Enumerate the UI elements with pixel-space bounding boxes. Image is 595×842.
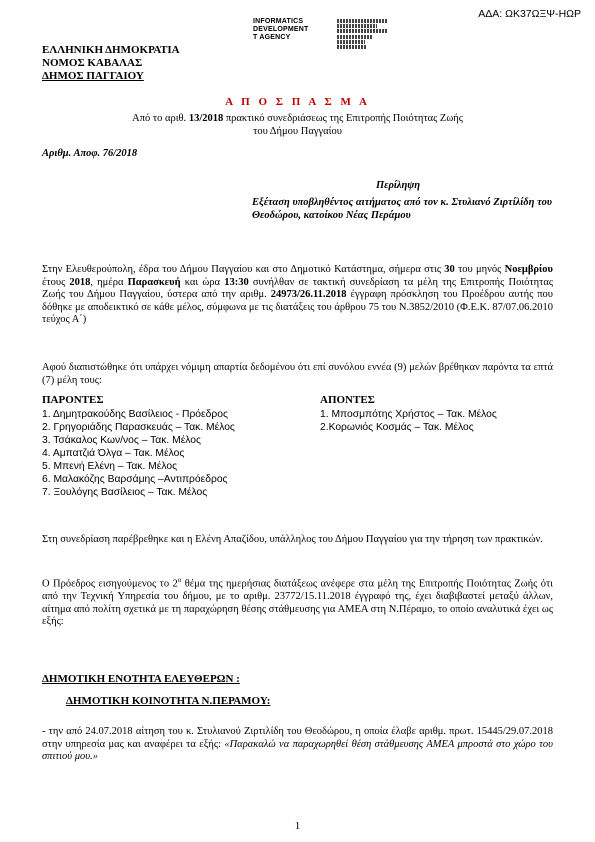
document-heading: Α Π Ο Σ Π Α Σ Μ Α xyxy=(225,96,370,108)
list-item: 4. Αμπατζιά Όλγα – Τακ. Μέλος xyxy=(42,448,185,459)
absent-list xyxy=(320,408,497,434)
section-municipal-unit: ΔΗΜΟΤΙΚΗ ΕΝΟΤΗΤΑ ΕΛΕΥΘΕΡΩΝ : xyxy=(42,673,240,685)
org-line: ΕΛΛΗΝΙΚΗ ΔΗΜΟΚΡΑΤΙΑ xyxy=(42,44,180,56)
organization-header xyxy=(42,44,180,83)
org-line: ΝΟΜΟΣ ΚΑΒΑΛΑΣ xyxy=(42,57,143,69)
summary-title: Περίληψη xyxy=(376,180,420,191)
intro-text: Από το αριθ. 13/2018 πρακτικό συνεδριάσεως της Επιτροπής Ποιότητας Ζωής του Δήμου Παγγαίου xyxy=(132,113,463,137)
section-community: ΔΗΜΟΤΙΚΗ ΚΟΙΝΟΤΗΤΑ Ν.ΠΕΡΑΜΟΥ: xyxy=(66,695,271,707)
decision-number: Αριθμ. Αποφ. 76/2018 xyxy=(42,148,138,159)
list-item: 2.Κορωνιός Κοσμάς – Τακ. Μέλος xyxy=(320,422,474,433)
list-item: 3. Τσάκαλος Κων/νος – Τακ. Μέλος xyxy=(42,435,201,446)
list-item: 1. Δημητρακούδης Βασίλειος - Πρόεδρος xyxy=(42,409,228,420)
logo-line: DEVELOPMENT xyxy=(253,26,309,33)
list-item: 1. Μποσμπότης Χρήστος – Τακ. Μέλος xyxy=(320,409,497,420)
absent-header: ΑΠΟΝΤΕΣ xyxy=(320,394,375,406)
ada-code: ΑΔΑ: ΩΚ37ΩΞΨ-ΗΩΡ xyxy=(478,8,581,20)
list-item: 2. Γρηγοριάδης Παρασκευάς – Τακ. Μέλος xyxy=(42,422,235,433)
list-item: 5. Μπενή Ελένη – Τακ. Μέλος xyxy=(42,461,178,472)
list-item: 7. Ξουλόγης Βασίλειος – Τακ. Μέλος xyxy=(42,487,208,498)
page-number: 1 xyxy=(294,820,301,832)
org-line: ΔΗΜΟΣ ΠΑΓΓΑΙΟΥ xyxy=(42,70,144,82)
logo-line: INFORMATICS xyxy=(253,18,304,25)
logo-line: T AGENCY xyxy=(253,34,291,41)
logo-fine-print xyxy=(337,19,387,50)
present-list xyxy=(42,408,235,499)
present-header: ΠΑΡΟΝΤΕΣ xyxy=(42,394,104,406)
secretary-paragraph: Στη συνεδρίαση παρέβρεθηκε και η Ελένη Απαζίδου, υπάλληλος του Δήμου Παγγαίου για την τήρηση των πρακτικών. xyxy=(42,534,543,545)
logo xyxy=(253,18,388,52)
opening-paragraph: Στην Ελευθερούπολη, έδρα του Δήμου Παγγαίου και στο Δημοτικό Κατάστημα, σήμερα στις 30 του μηνός Νοεμβρίου έτους 2018, ημέρα Παρασκευή και ώρα 13:30 συνήλθαν σε τακτική συνεδρίαση τα μέλη της Επιτροπής Ποιότητας Ζωής του Δήμου Παγγαίου, ύστερα από την αριθμ. 24973/26.11.2018 έγγραφη πρόσκληση του Προέδρου αυτής που δόθηκε με αποδεικτικό σε κάθε μέλος, σύμφωνα με τις διατάξεις του άρθρου 75 του Ν.3852/2010 (Φ.Ε.Κ. 87/07.06.2010 τεύχος Α΄) xyxy=(42,264,553,325)
request-paragraph: - την από 24.07.2018 αίτηση του κ. Στυλιανού Ζιρτιλίδη του Θεοδώρου, η οποία έλαβε αριθμ. πρωτ. 15445/29.07.2018 στην υπηρεσία μας και αναφέρει τα εξής: «Παρακαλώ να παραχωρηθεί θέση στάθμευσης ΑΜΕΑ μπροστά στο χώρο του σπιτιού μου.» xyxy=(42,726,553,762)
summary-text: Εξέταση υποβληθέντος αιτήματος από τον κ. Στυλιανό Ζιρτίλίδη του Θεοδώρου, κατοίκου Νέας Περάμου xyxy=(252,197,552,221)
proposal-paragraph: Ο Πρόεδρος εισηγούμενος το $2^o$ θέμα της ημερήσιας διατάξεως ανέφερε στα μέλη της Επιτροπής Ποιότητας Ζωής ότι από την Τεχνική Υπηρεσία του δήμου, με το αριθμ. 23772/15.11.2018 έγγραφό της, έχει διαβιβαστεί μεταξύ άλλων, αίτημα από πολίτη σχετικά με τη παραχώρηση θέσης στάθμευσης για ΑΜΕΑ στη Ν.Πέραμο, το οποίο αναλυτικά έχει ως εξής: xyxy=(42,576,553,627)
list-item: 6. Μαλακόζης Βαρσάμης –Αντιπρόεδρος xyxy=(42,474,228,485)
quorum-paragraph: Αφού διαπιστώθηκε ότι υπάρχει νόμιμη απαρτία δεδομένου ότι επί συνόλου εννέα (9) μελών βρέθηκαν παρόντα τα επτά (7) μέλη τους: xyxy=(42,362,553,386)
